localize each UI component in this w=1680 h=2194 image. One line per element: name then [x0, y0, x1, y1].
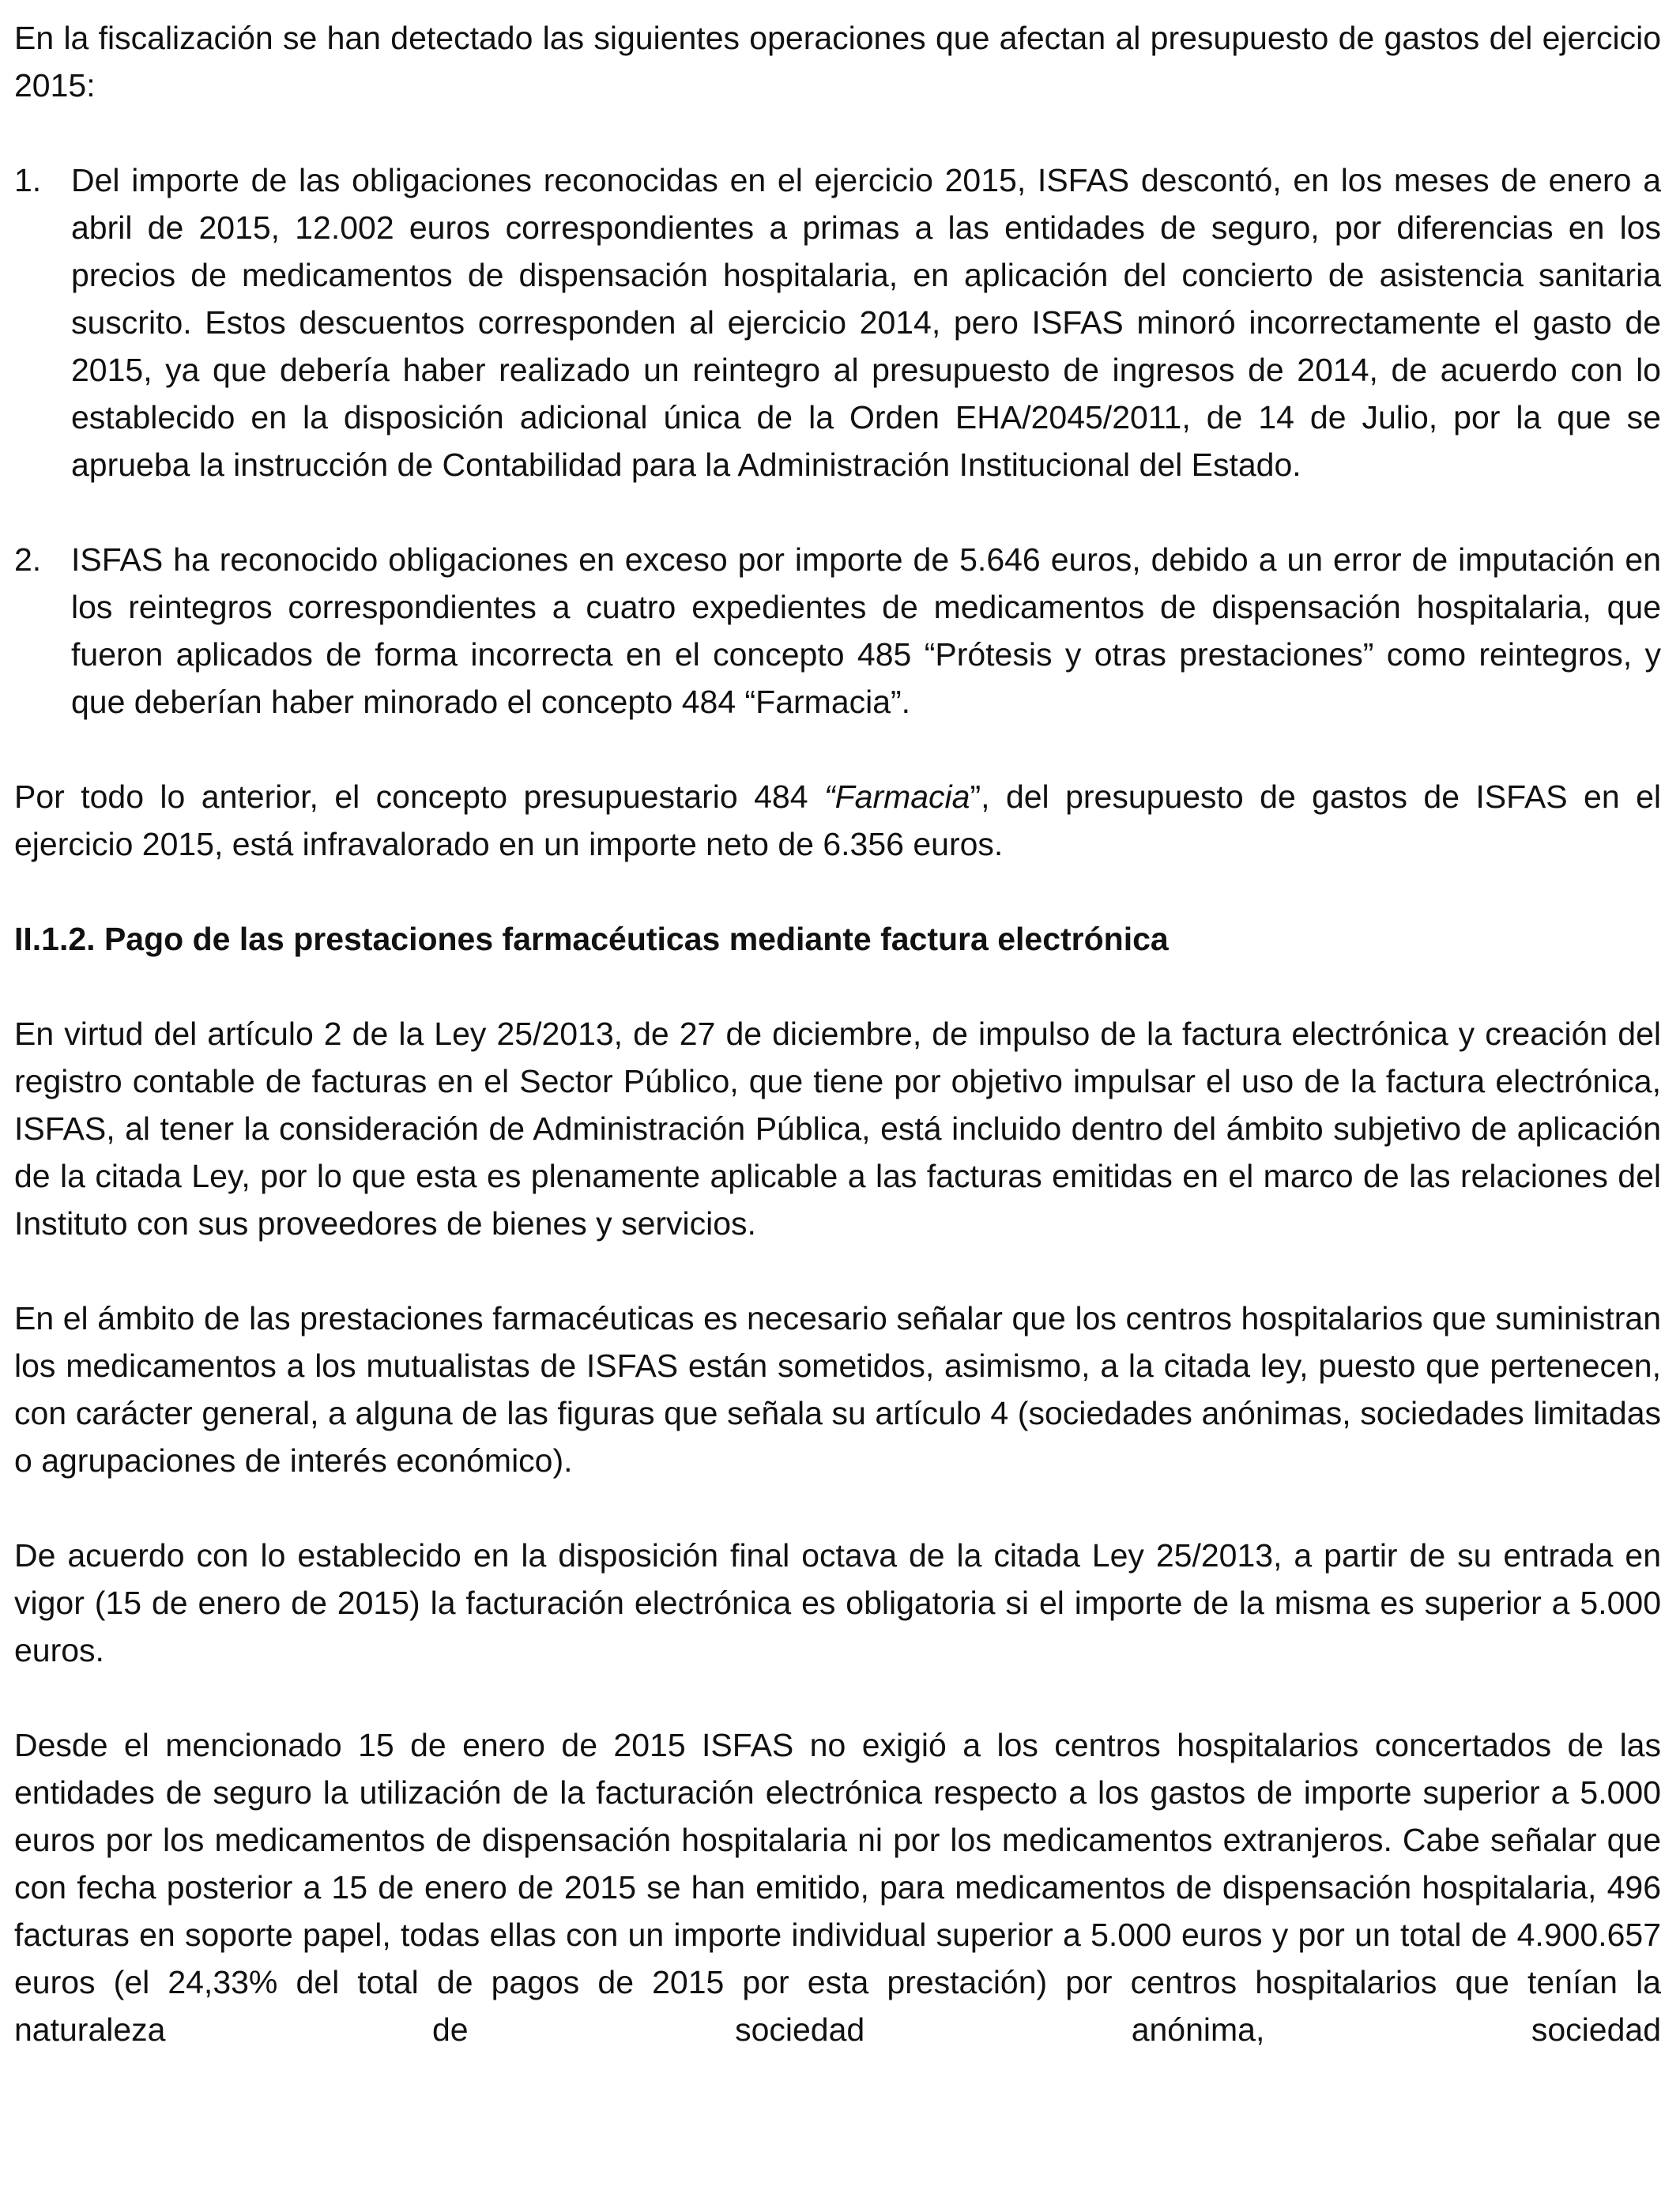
conclusion-emphasis: “Farmacia — [823, 778, 970, 815]
list-item-text: Del importe de las obligaciones reconocidas en el ejercicio 2015, ISFAS descontó, en los meses de enero a abril de 2015, 12.002 euros correspondientes a primas a las entidades de seguro, por diferencias en los precios de medicamentos de dispensación hospitalaria, en aplicación del concierto de asistencia sanitaria suscrito. Estos descuentos corresponden al ejercicio 2014, pero ISFAS minoró incorrectamente el gasto de 2015, ya que debería haber realizado un reintegro al presupuesto de ingresos de 2014, de acuerdo con lo establecido en la disposición adicional única de la Orden EHA/2045/2011, de 14 de Julio, por la que se aprueba la instrucción de Contabilidad para la Administración Institucional del Estado. — [71, 162, 1661, 483]
intro-paragraph: En la fiscalización se han detectado las siguientes operaciones que afectan al presupuesto de gastos del ejercicio 2015: — [14, 20, 1661, 104]
body-paragraph: En virtud del artículo 2 de la Ley 25/2013, de 27 de diciembre, de impulso de la factura electrónica y creación del registro contable de facturas en el Sector Público, que tiene por objetivo impulsar el uso de la factura electrónica, ISFAS, al tener la consideración de Administración Pública, está incluido dentro del ámbito subjetivo de aplicación de la citada Ley, por lo que esta es plenamente aplicable a las facturas emitidas en el marco de las relaciones del Instituto con sus proveedores de bienes y servicios. — [14, 1016, 1661, 1242]
body-paragraph: En el ámbito de las prestaciones farmacéuticas es necesario señalar que los centros hospitalarios que suministran los medicamentos a los mutualistas de ISFAS están sometidos, asimismo, a la citada ley, puesto que pertenecen, con carácter general, a alguna de las figuras que señala su artículo 4 (sociedades anónimas, sociedades limitadas o agrupaciones de interés económico). — [14, 1300, 1661, 1479]
conclusion-paragraph — [14, 773, 1661, 868]
body-paragraph: De acuerdo con lo establecido en la disposición final octava de la citada Ley 25/2013, a partir de su entrada en vigor (15 de enero de 2015) la facturación electrónica es obligatoria si el importe de la misma es superior a 5.000 euros. — [14, 1537, 1661, 1668]
body-paragraph: Desde el mencionado 15 de enero de 2015 ISFAS no exigió a los centros hospitalarios concertados de las entidades de seguro la utilización de la facturación electrónica respecto a los gastos de importe superior a 5.000 euros por los medicamentos de dispensación hospitalaria ni por los medicamentos extranjeros. Cabe señalar que con fecha posterior a 15 de enero de 2015 se han emitido, para medicamentos de dispensación hospitalaria, 496 facturas en soporte papel, todas ellas con un importe individual superior a 5.000 euros y por un total de 4.900.657 euros (el 24,33% del total de pagos de 2015 por esta prestación) por centros hospitalarios que tenían la naturaleza de sociedad anónima, sociedad — [14, 1727, 1661, 2048]
document-page — [14, 14, 1661, 2053]
list-item-text: ISFAS ha reconocido obligaciones en exceso por importe de 5.646 euros, debido a un error de imputación en los reintegros correspondientes a cuatro expedientes de medicamentos de dispensación hospitalaria, que fueron aplicados de forma incorrecta en el concepto 485 “Prótesis y otras prestaciones” como reintegros, y que deberían haber minorado el concepto 484 “Farmacia”. — [71, 541, 1661, 720]
section-heading: II.1.2. Pago de las prestaciones farmacéuticas mediante factura electrónica — [14, 921, 1169, 957]
conclusion-text-start: Por todo lo anterior, el concepto presupuestario 484 — [14, 778, 824, 815]
findings-list — [14, 156, 1661, 726]
list-item-number: 2. — [14, 541, 42, 578]
conclusion-text-end: ”, del presupuesto de gastos de ISFAS en el ejercicio 2015, está infravalorado en un importe neto de 6.356 euros. — [14, 778, 1661, 862]
list-item-number: 1. — [14, 162, 42, 198]
list-item — [14, 156, 1661, 488]
list-item — [14, 536, 1661, 726]
